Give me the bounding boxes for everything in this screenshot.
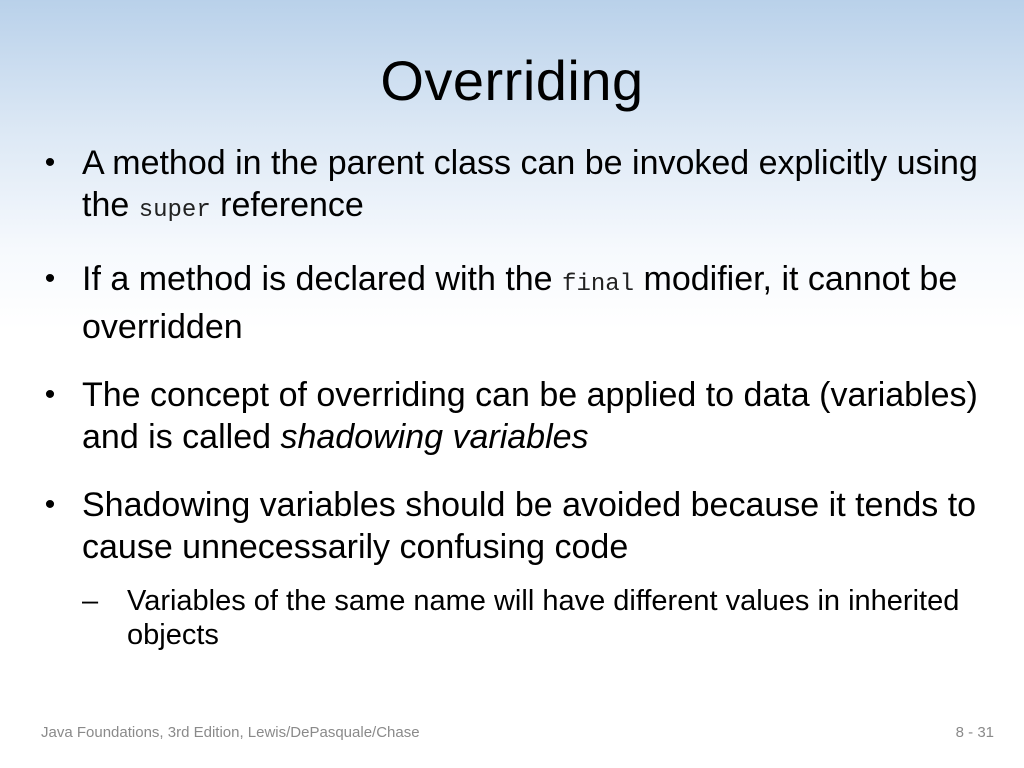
sub-bullet-text: Variables of the same name will have different values in inherited objects	[127, 585, 960, 651]
bullet-list	[40, 142, 980, 652]
italic-term: shadowing variables	[280, 418, 589, 456]
slide-title: Overriding	[380, 49, 644, 112]
bullet-text: reference	[210, 186, 364, 224]
bullet-text: A method in the parent class can be invoked explicitly using the	[82, 144, 978, 224]
bullet-text: modifier, it cannot be overridden	[82, 260, 958, 346]
bullet-marker: •	[44, 378, 56, 411]
sub-bullet-item	[82, 584, 980, 652]
code-keyword-super: super	[138, 197, 211, 224]
bullet-text: Shadowing variables should be avoided because it tends to cause unnecessarily confusing code	[82, 486, 977, 566]
footer-page-number: 8 - 31	[955, 724, 994, 741]
bullet-item	[40, 142, 980, 232]
footer-source: Java Foundations, 3rd Edition, Lewis/DePasquale/Chase	[41, 724, 420, 741]
sub-bullet-marker: –	[82, 585, 99, 617]
bullet-text: The concept of overriding can be applied to data (variables) and is called	[82, 376, 978, 456]
bullet-marker: •	[44, 488, 56, 521]
bullet-marker: •	[44, 262, 56, 295]
bullet-item	[40, 374, 980, 458]
code-keyword-final: final	[562, 271, 635, 298]
bullet-item	[40, 258, 980, 348]
bullet-marker: •	[44, 146, 56, 179]
bullet-text: If a method is declared with the	[82, 260, 563, 298]
bullet-item	[40, 484, 980, 568]
